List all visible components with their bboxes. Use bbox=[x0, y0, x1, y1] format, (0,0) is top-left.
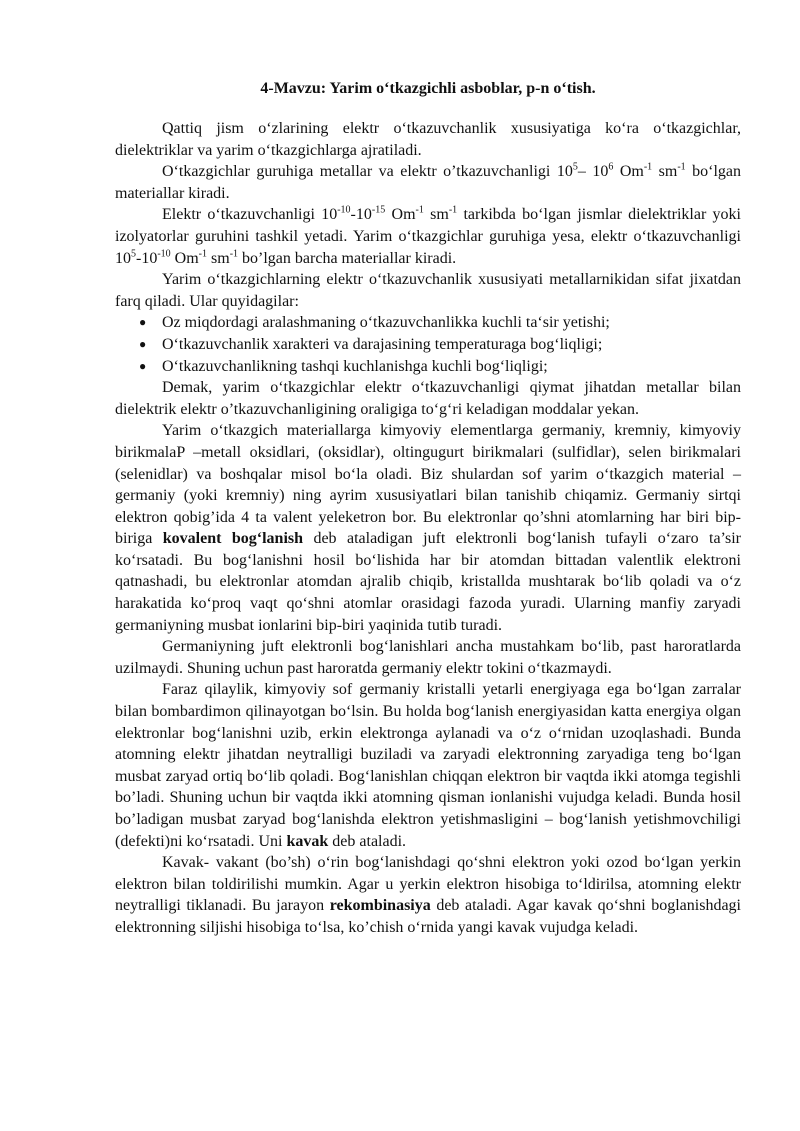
term-rekombinasiya: rekombinasiya bbox=[329, 897, 431, 915]
term-kovalent: kovalent bog‘lanish bbox=[162, 530, 304, 548]
document-body bbox=[115, 78, 741, 939]
properties-list bbox=[115, 312, 741, 377]
list-item: ● Oz miqdordagi aralashmaning o‘tkazuvchanlikka kuchli ta‘sir yetishi; bbox=[115, 312, 741, 334]
list-item: ● O‘tkazuvchanlikning tashqi kuchlanishga kuchli bog‘liqligi; bbox=[115, 356, 741, 378]
page-title: 4-Mavzu: Yarim o‘tkazgichli asboblar, p-n o‘tish. bbox=[260, 80, 596, 97]
list-item: ● O‘tkazuvchanlik xarakteri va darajasining temperaturaga bog‘liqligi; bbox=[115, 334, 741, 356]
paragraph-4: Yarim o‘tkazgichlarning elektr o‘tkazuvchanlik xususiyati metallarnikidan sifat jixatdan farq qiladi. Ular quyidagilar: bbox=[115, 271, 741, 310]
paragraph-9: Kavak- vakant (bo’sh) o‘rin bog‘lanishdagi qo‘shni elektron yoki ozod bo‘lgan yerkin elektron bilan toldirilishi mumkin. Agar u yerkin elektron hisobiga to‘ldirilsa, atomning elektr neytralligi tiklanadi. Bu jarayon rekombinasiya deb ataladi. Agar kavak qo‘shni boglanishdagi elektronning siljishi hisobiga to‘lsa, ko’chish o‘rnida yangi kavak vujudga keladi. bbox=[115, 854, 742, 936]
paragraph-7: Germaniyning juft elektronli bog‘lanishlari ancha mustahkam bo‘lib, past haroratlarda uzilmaydi. Shuning uchun past haroratda germaniy elektr tokini o‘tkazmaydi. bbox=[115, 638, 741, 677]
paragraph-2: O‘tkazgichlar guruhiga metallar va elektr o’tkazuvchanligi $10^5-$ $10^6$ $Om^{-1}$ $sm^{-1}$ bo‘lgan materiallar kiradi. bbox=[115, 161, 742, 202]
bullet-icon: ● bbox=[139, 315, 147, 330]
term-kavak: kavak bbox=[286, 832, 329, 850]
paragraph-5: Demak, yarim o‘tkazgichlar elektr o‘tkazuvchanligi qiymat jihatdan metallar bilan dielektrik elektr o’tkazuvchanligining oraligiga to‘g‘ri keladigan moddalar yekan. bbox=[115, 379, 741, 418]
paragraph-3: Elektr o‘tkazuvchanligi $10^{-10}-10^{-15}$ $Om^{-1}$ $sm^{-1}$ tarkibda bo‘lgan jismlar dielektriklar yoki izolyatorlar guruhini tashkil yetadi. Yarim o‘tkazgichlar guruhiga yesa, elektr o‘tkazuvchanligi $10^5-10^{-10}$ $Om^{-1}$ $sm^{-1}$ bo’lgan barcha materiallar kiradi. bbox=[115, 205, 742, 267]
bullet-icon: ● bbox=[139, 336, 147, 351]
bullet-icon: ● bbox=[139, 358, 147, 373]
paragraph-1: Qattiq jism o‘zlarining elektr o‘tkazuvchanlik xususiyatiga ko‘ra o‘tkazgichlar, dielektriklar va yarim o‘tkazgichlarga ajratiladi. bbox=[115, 120, 741, 159]
paragraph-6: Yarim o‘tkazgich materiallarga kimyoviy elementlarga germaniy, kremniy, kimyoviy birikmalaP –metall oksidlari, (oksidlar), oltingugurt birikmalari (sulfidlar), selen birikmalari (selenidlar) va boshqalar misol bo‘la oladi. Biz shulardan sof yarim o‘tkazgich material – germaniy (yoki kremniy) ning ayrim xususiyatlari bilan tanishib chiqamiz. Germaniy sirtqi elektron qobig’ida 4 ta valent yeleketron bor. Bu elektronlar qo’shni atomlarning har biri bip-biriga kovalent bog‘lanish deb ataladigan juft elektronli bog‘lanish tufayli o‘zaro ta’sir ko‘rsatadi. Bu bog‘lanishni hosil bo‘lishida har bir atomdan bittadan valentlik elektroni qatnashadi, bu elektronlar atomdan ajralib chiqib, kristallda mushtarak bo‘lib qoladi va o‘z harakatida ko‘proq vaqt qo‘shni atomlar orasidagi fazoda yuradi. Ularning manfiy zaryadi germaniyning musbat ionlarini bip-biri yaqinida tutib turadi. bbox=[115, 422, 742, 634]
paragraph-8: Faraz qilaylik, kimyoviy sof germaniy kristalli yetarli energiyaga ega bo‘lgan zarralar bilan bombardimon qilinayotgan bo‘lsin. Bu holda bog‘lanish energiyasidan katta energiya olgan elektronlar bog‘lanishni uzib, erkin elektronga aylanadi va o‘z o‘rnidan uzoqlashadi. Bunda atomning elektr jihatdan neytralligi buziladi va zaryadi elektronning zaryadiga teng bo‘lgan musbat zaryad ortiq bo‘lib qoladi. Bog‘lanishlan chiqqan elektron bir vaqtda ikki atomga tegishli bo’ladi. Shuning uchun bir vaqtda ikki atomning qisman ionlanishi vujudga keladi. Bunda hosil bo’ladigan musbat zaryad bog‘lanishda elektron yetishmasligini – bog‘lanish yetishmovchiligi (defekti)ni ko‘rsatadi. Uni kavak deb ataladi. bbox=[115, 681, 741, 850]
